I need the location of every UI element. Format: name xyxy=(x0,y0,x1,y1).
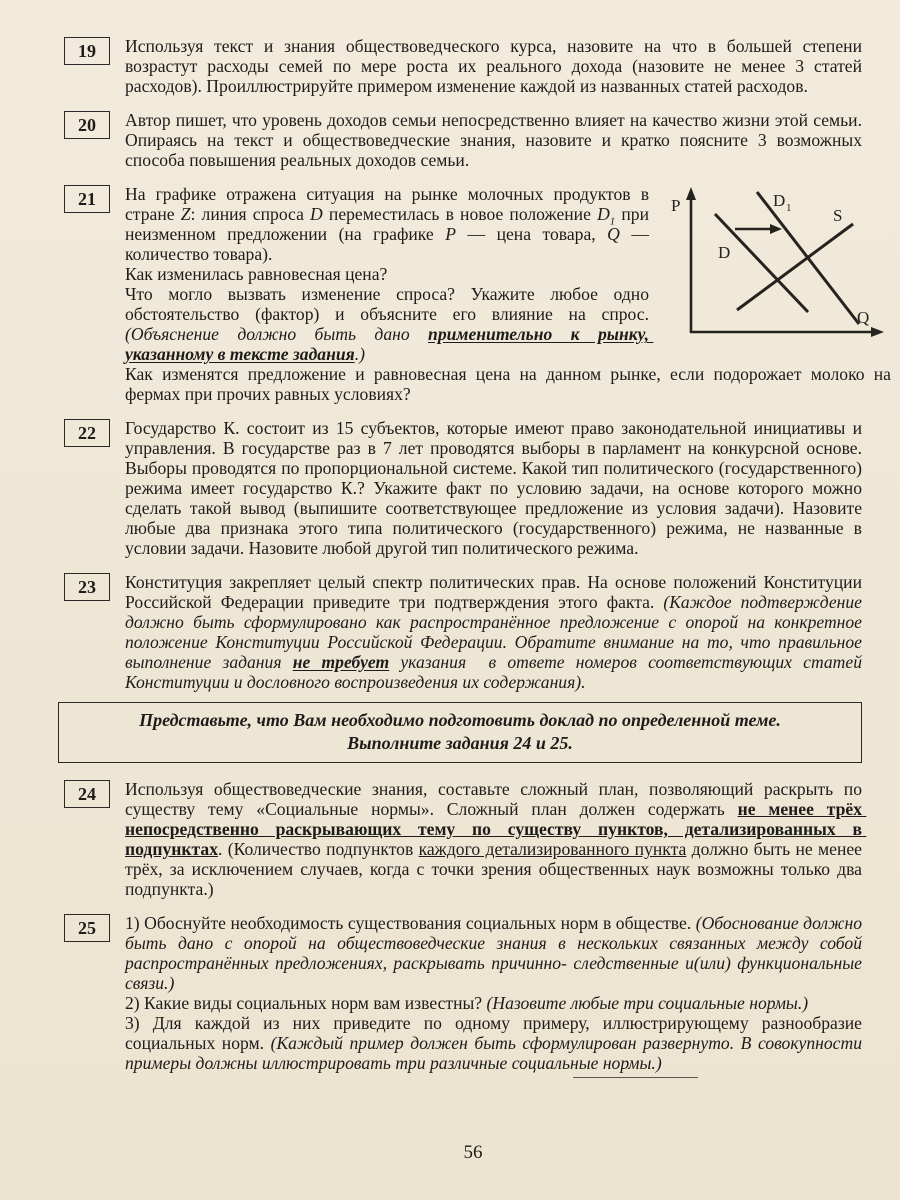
question-20-number: 20 xyxy=(64,111,110,139)
text-run: Как изменилась равновесная цена? xyxy=(125,264,388,284)
text-run: (Каждый пример должен быть сформулирован развернуто. В совокупности примеры должны иллюстрировать три различные социальные нормы.) xyxy=(125,1033,867,1073)
text-run: P xyxy=(445,224,456,244)
question-19-text xyxy=(125,36,867,96)
text-run: D xyxy=(597,204,610,224)
question-21-text xyxy=(125,184,654,364)
question-21-number: 21 xyxy=(64,185,110,213)
demand-d1-subscript: 1 xyxy=(786,202,792,214)
text-run: применительно к рынку, указанному в тексте задания xyxy=(125,324,654,364)
question-21-body xyxy=(125,184,896,404)
text-run: (Обоснование должно быть дано с опорой на обществоведческие знания в нескольких связанных между собой распространённых предложениях, раскрывать причинно- следственные и(или) функциональные связи.) xyxy=(125,913,867,993)
text-run: указания в ответе номеров соответствующих статей Конституции и дословного воспроизведения их содержания). xyxy=(125,652,867,692)
question-24-number: 24 xyxy=(64,780,110,808)
price-axis-arrowhead xyxy=(686,187,696,200)
quantity-axis-arrowhead xyxy=(871,327,884,337)
text-run: — цена товара, xyxy=(455,224,608,244)
question-25-number: 25 xyxy=(64,914,110,942)
demand-d1-label: D xyxy=(773,191,786,210)
paragraph xyxy=(125,110,867,170)
paragraph xyxy=(125,913,867,993)
question-22-number: 22 xyxy=(64,419,110,447)
text-run: каждого детализированного пункта xyxy=(418,839,687,859)
text-run: .) xyxy=(354,344,365,364)
question-21-text-full-width xyxy=(125,364,896,404)
text-run: 1 xyxy=(609,215,616,228)
paragraph xyxy=(125,284,654,364)
question-24-text xyxy=(125,779,867,899)
paragraph xyxy=(125,993,862,1013)
question-19 xyxy=(64,36,867,96)
question-20 xyxy=(64,110,867,170)
paragraph xyxy=(125,418,867,558)
price-axis-label: P xyxy=(671,196,681,215)
question-22 xyxy=(64,418,867,558)
demand-shift-arrowhead xyxy=(770,224,782,234)
question-23 xyxy=(64,572,867,692)
text-run: при неизменном предложении (на графике xyxy=(125,204,654,244)
page-number: 56 xyxy=(463,1142,483,1163)
text-run: Государство К. состоит из 15 субъектов, которые имеют право законодательной инициативы и управления. В государстве раз в 7 лет проводятся выборы в парламент на конкурсной основе. Выборы проводятся по пропорциональной системе. Какой тип политического (государственного) режима имеет государство К.? Укажите факт по условию задачи, на основе которого можно сделать такой вывод (выпишите соответствующее предложение из условия задачи). Назовите любые два признака этого типа политического (государственного) режима, не названные в условии задачи. Назовите любой другой тип политического режима. xyxy=(125,418,867,558)
text-run: 2) Какие виды социальных норм вам известны? xyxy=(125,993,487,1013)
question-24 xyxy=(64,779,867,899)
text-run: . (Количество подпунктов xyxy=(218,839,419,859)
text-run: : линия спроса xyxy=(190,204,311,224)
question-20-text xyxy=(125,110,867,170)
text-run: не менее трёх непосредственно раскрывающих тему по существу пунктов, детализированных в подпунктах xyxy=(125,799,867,859)
text-run: Конституция закрепляет целый спектр политических прав. На основе положений Конституции Российской Федерации приведите три подтверждения этого факта. xyxy=(125,572,867,612)
section-end-rule xyxy=(573,1077,698,1078)
paragraph xyxy=(125,36,867,96)
question-21-row xyxy=(125,184,891,364)
text-run: Автор пишет, что уровень доходов семьи непосредственно влияет на качество жизни этой семьи. Опираясь на текст и обществоведческие знания, назовите и кратко поясните 3 возможных способа повышения реальных доходов семьи. xyxy=(125,110,867,170)
text-run: (Назовите любые три социальные нормы.) xyxy=(486,993,809,1013)
question-22-text xyxy=(125,418,867,558)
report-instruction-line2: Выполните задания 24 и 25. xyxy=(347,733,573,753)
paragraph xyxy=(125,779,867,899)
text-run: Используя обществоведческие знания, составьте сложный план, позволяющий раскрыть по существу тему «Социальные нормы». Сложный план должен содержать xyxy=(125,779,867,819)
question-23-text xyxy=(125,572,867,692)
paragraph xyxy=(125,364,896,404)
question-21 xyxy=(64,184,896,404)
text-run: 1) Обоснуйте необходимость существования социальных норм в обществе. xyxy=(125,913,696,933)
quantity-axis-label: Q xyxy=(857,308,870,327)
text-run: не требует xyxy=(292,652,390,672)
text-run: Q xyxy=(607,224,620,244)
text-run: Что могло вызвать изменение спроса? Укажите любое одно обстоятельство (фактор) и объясните его влияние на спрос. xyxy=(125,284,654,324)
report-instruction-box xyxy=(58,702,862,763)
paragraph xyxy=(125,184,654,264)
demand-d-label: D xyxy=(718,243,731,262)
supply-s-label: S xyxy=(833,206,843,225)
question-23-number: 23 xyxy=(64,573,110,601)
question-25-text xyxy=(125,913,867,1073)
text-run: переместилась в новое положение xyxy=(322,204,598,224)
question-25 xyxy=(64,913,867,1073)
supply-demand-graph xyxy=(663,184,891,364)
paragraph xyxy=(125,572,867,692)
paragraph xyxy=(125,264,649,284)
supply-demand-graph-svg xyxy=(663,184,891,346)
text-run: (Объяснение должно быть дано xyxy=(125,324,429,344)
text-run: 3) Для каждой из них приведите по одному примеру, иллюстрирующему разнообразие социальных норм. xyxy=(125,1013,867,1053)
text-run: должно быть не менее трёх, за исключением случаев, когда с точки зрения общественных наук возможны только два подпункта.) xyxy=(125,839,867,899)
text-run: На графике отражена ситуация на рынке молочных продуктов в стране xyxy=(125,184,654,224)
text-run: Z xyxy=(180,204,191,224)
report-instruction-line1: Представьте, что Вам необходимо подготовить доклад по определенной теме. xyxy=(139,710,781,730)
text-run: D xyxy=(310,204,323,224)
text-run: Как изменятся предложение и равновесная цена на данном рынке, если подорожает молоко на фермах при прочих равных условиях? xyxy=(125,364,896,404)
text-run: (Каждое подтверждение должно быть сформулировано как распространённое предложение с опорой на конкретное положение Конституции Российской Федерации. Обратите внимание на то, что правильное выполнение задания xyxy=(125,592,867,672)
text-run: Используя текст и знания обществоведческого курса, назовите на что в большей степени возрастут расходы семей по мере роста их реального дохода (назовите не менее 3 статей расходов). Проиллюстрируйте примером изменение каждой из названных статей расходов. xyxy=(125,36,867,96)
question-19-number: 19 xyxy=(64,37,110,65)
text-run: — количество товара). xyxy=(125,224,654,264)
paragraph xyxy=(125,1013,867,1073)
